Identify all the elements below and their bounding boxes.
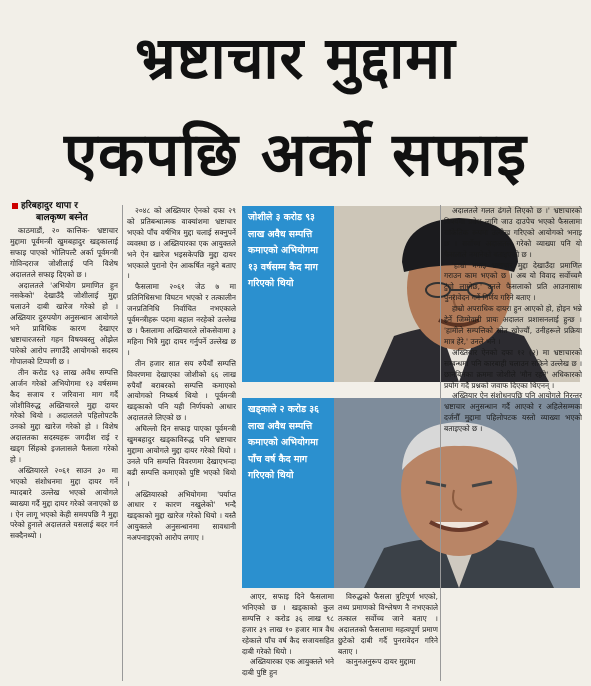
col5-paragraph: अख्तियार ऐन संशोधनपछि पनि आयोगले निरन्तर भ्रष्टाचार अनुसन्धान गर्दै आएको र अहिलेसम्मका दर्जनौँ मुद्दामा पहिलोपटक यस्तो व्याख्या भएको बताइएको छ ।	[444, 391, 582, 434]
col5-paragraph: अख्तियार ऐनको दफा १२ (२) मा भ्रष्टाचारको सम्बन्धमा पनि कारबाही चलाउन सकिने उल्लेख छ । छानबिनका क्रममा जोशीले 'मौन रहने' अधिकारको प्रयोग गर्दै प्रश्नको जवाफ दिएका थिएनन् ।	[444, 347, 582, 390]
article-column-5	[444, 206, 582, 680]
article-column-3	[242, 592, 334, 680]
bullet-square-icon	[12, 203, 18, 209]
headline-line-1: भ्रष्टाचार मुद्दामा	[135, 24, 456, 92]
col2-paragraph: फैसलामा २०६१ जेठ ७ मा प्रतिनिधिसभा विघटन भएको र तत्कालीन जनप्रतिनिधि निर्वाचित नभएकाले पूर्वमन्त्रीहरू पदमा बहाल नरहेको उल्लेख छ । फैसलामा अख्तियारले लोकसेवामा ३ महिना भित्रै मुद्दा दायर गर्नुपर्ने उल्लेख छ ।	[127, 282, 236, 357]
col4-paragraph: विरुद्धको फैसला त्रुटिपूर्ण भएको, तथ्य प्रमाणको विश्लेषण नै नभएकाले तत्काल सर्वोच्च जाने बताए । अदालतको फैसलामा महत्वपूर्ण प्रमाण छुटेको दाबी गर्दै पुनरावेदन गरिने बताए ।	[338, 592, 438, 656]
column-divider	[440, 205, 441, 681]
byline	[12, 200, 88, 224]
pull-quote-2: खड्काले २ करोड ३६ लाख अवैध सम्पत्ति कमाएको अभियोगमा पाँच वर्ष कैद माग गरिएको थियो	[242, 398, 334, 588]
col3-paragraph: आएर, सफाइ दिने फैसलामा भनिएको छ । खड्काको कुल सम्पत्ति २ करोड ३६ लाख ९८ हजार ३९ लाख १० हजार मात्र वैध रहेकाले पाँच वर्ष कैद सजायसहित दाबी गरेको थियो ।	[242, 592, 334, 656]
col5-paragraph: 'हाम्रो भनाइ भ्रष्टाचार मुद्दा देखाउँदा प्रमाणित गराउन काम भएको छ । अब यो विवाद सर्वोच्चमै टुंगो लाग्नेछ,' उनले फैसलाको प्रति आउनासाथ पुनरावेदन गर्ने निर्णय गरिने बताए ।	[444, 260, 582, 303]
col1-paragraph: अदालतले 'अभियोग प्रमाणित हुन नसकेको' देखाउँदै जोशीलाई मुद्दा चलाउने दाबी खारेज गरेको हो । अख्तियार दुरुपयोग अनुसन्धान आयोगले भने प्राविधिक कारण देखाएर भ्रष्टाचारजस्तो गहन विषयबस्तु ओझेल पारेको आरोप लगाउँदै आयोगको सदस्य गोपालको टिप्पणी छ ।	[10, 280, 118, 366]
col1-paragraph: तीन करोड ९३ लाख अवैध सम्पत्ति आर्जन गरेको अभियोगमा १३ वर्षसम्म कैद सजाय र जरिवाना माग गर्दै जोशीविरुद्ध अख्तियारले मुद्दा दायर गरेको थियो । अदालतले पहिलोपटकै उनको मुद्दा खारेज गरेको हो । विशेष अदालतका सदस्यहरू जगदीश राई र खड्ग सिंहको इजलासले फैसला गरेको हो ।	[10, 367, 118, 465]
col3-paragraph: अख्तियारका एक आयुक्तले भने दाबी पुष्टि हुन	[242, 657, 334, 678]
col5-paragraph: हाम्रो अपराधिक दायरा हुन आएको हो, होइन भन्ने हेर्ने जिम्मेवारी प्रायः अदालत प्रशासनलाई हुन्छ । 'हामीले सम्पत्तिको स्रोत खोज्यौं, उनीहरूले प्रक्रिया मात्र हेरे,' उनले भने ।	[444, 304, 582, 346]
article-column-4	[338, 592, 438, 680]
col1-paragraph: अख्तियारले २०६१ साउन ३० मा भएको संशोधनमा मुद्दा दायर गर्ने म्यादबारे उल्लेख भएको आयोगले ब्याख्या गर्दै मुद्दा दायर गरेको जनाएको छ । ऐन लागू भएको केही समयपछि नै मुद्दा परेको हुनाले अदालतले यसलाई बदर गर्न सक्दैनथ्यो ।	[10, 465, 118, 541]
column-divider	[122, 205, 123, 681]
col2-paragraph: तीन हजार सात सय रुपैयाँ सम्पत्ति विवरणमा देखाएका जोशीको ६६ लाख रुपैयाँ बराबरको सम्पत्ति कमाएको आयोगको निष्कर्ष थियो । पूर्वमन्त्री खड्काको पनि यही निर्णयको आधार अदालतले लिएको छ ।	[127, 358, 236, 423]
byline-name: हरिबहादुर थापा र	[21, 201, 78, 211]
col2-paragraph: २०४८ को अख्तियार ऐनको दफा २९ को प्रतिबन्धात्मक वाक्यांशमा भ्रष्टाचार भएको पाँच वर्षभित्र मुद्दा चलाई सक्नुपर्ने व्यवस्था छ । अख्तियारका एक आयुक्तले भने ऐन खारेज भइसकेपछि मुद्दा दायर भएकाले पुरानो ऐन आकर्षित नहुने बताए ।	[127, 206, 236, 281]
headline-line-2: एकपछि अर्को सफाइ	[64, 120, 527, 190]
article-column-1	[10, 226, 118, 680]
col1-paragraph: काठमाडौं, २० कात्तिक- भ्रष्टाचार मुद्दामा पूर्वमन्त्री खुमबहादुर खड्कालाई सफाइ पाएको भोलिपल्टै अर्का पूर्वमन्त्री गोविन्दराज जोशीलाई पनि विशेष अदालतले सफाइ दिएको छ ।	[10, 226, 118, 279]
pull-quote-1: जोशीले ३ करोड ९३ लाख अवैध सम्पत्ति कमाएको अभियोगमा १३ वर्षसम्म कैद माग गरिएको थियो	[242, 206, 334, 382]
col4-paragraph: कानुनअनुरूप दायर मुद्दामा	[346, 657, 416, 667]
col2-paragraph: अख्तियारको अभियोगमा 'पर्याप्त आधार र कारण नखुलेको' भन्दै खड्काको मुद्दा खारेज गरेको थियो । यस्तै आयुक्तले अनुसन्धानमा सावधानी नअपनाइएको आरोप लगाए ।	[127, 489, 236, 543]
article-column-2	[127, 206, 236, 680]
col2-paragraph: अघिल्लो दिन सफाइ पाएका पूर्वमन्त्री खुमबहादुर खड्काविरुद्ध पनि भ्रष्टाचार मुद्दामा आयोगले मुद्दा दायर गरेको थियो । उनले पनि सम्पत्ति विवरणमा देखाएभन्दा बढी सम्पत्ति कमाएको पुष्टि भएको थियो ।	[127, 424, 236, 488]
byline-name-2: बालकृष्ण बस्नेत	[36, 213, 88, 223]
col5-paragraph: अदालतले गलत ढंगले लिएको छ ।' भ्रष्टाचारको विषयमा प्रवेश लागि जाउ दाउपेच भएको फैसलामा सांकेतिक रूपमा उल्लेख गरिएको आयोगको भनाइ छ । सर्वोच्च अदालतले गरेको व्याख्या पनि यो फैसलाले नमानेको बताइएको छ ।	[444, 206, 582, 259]
